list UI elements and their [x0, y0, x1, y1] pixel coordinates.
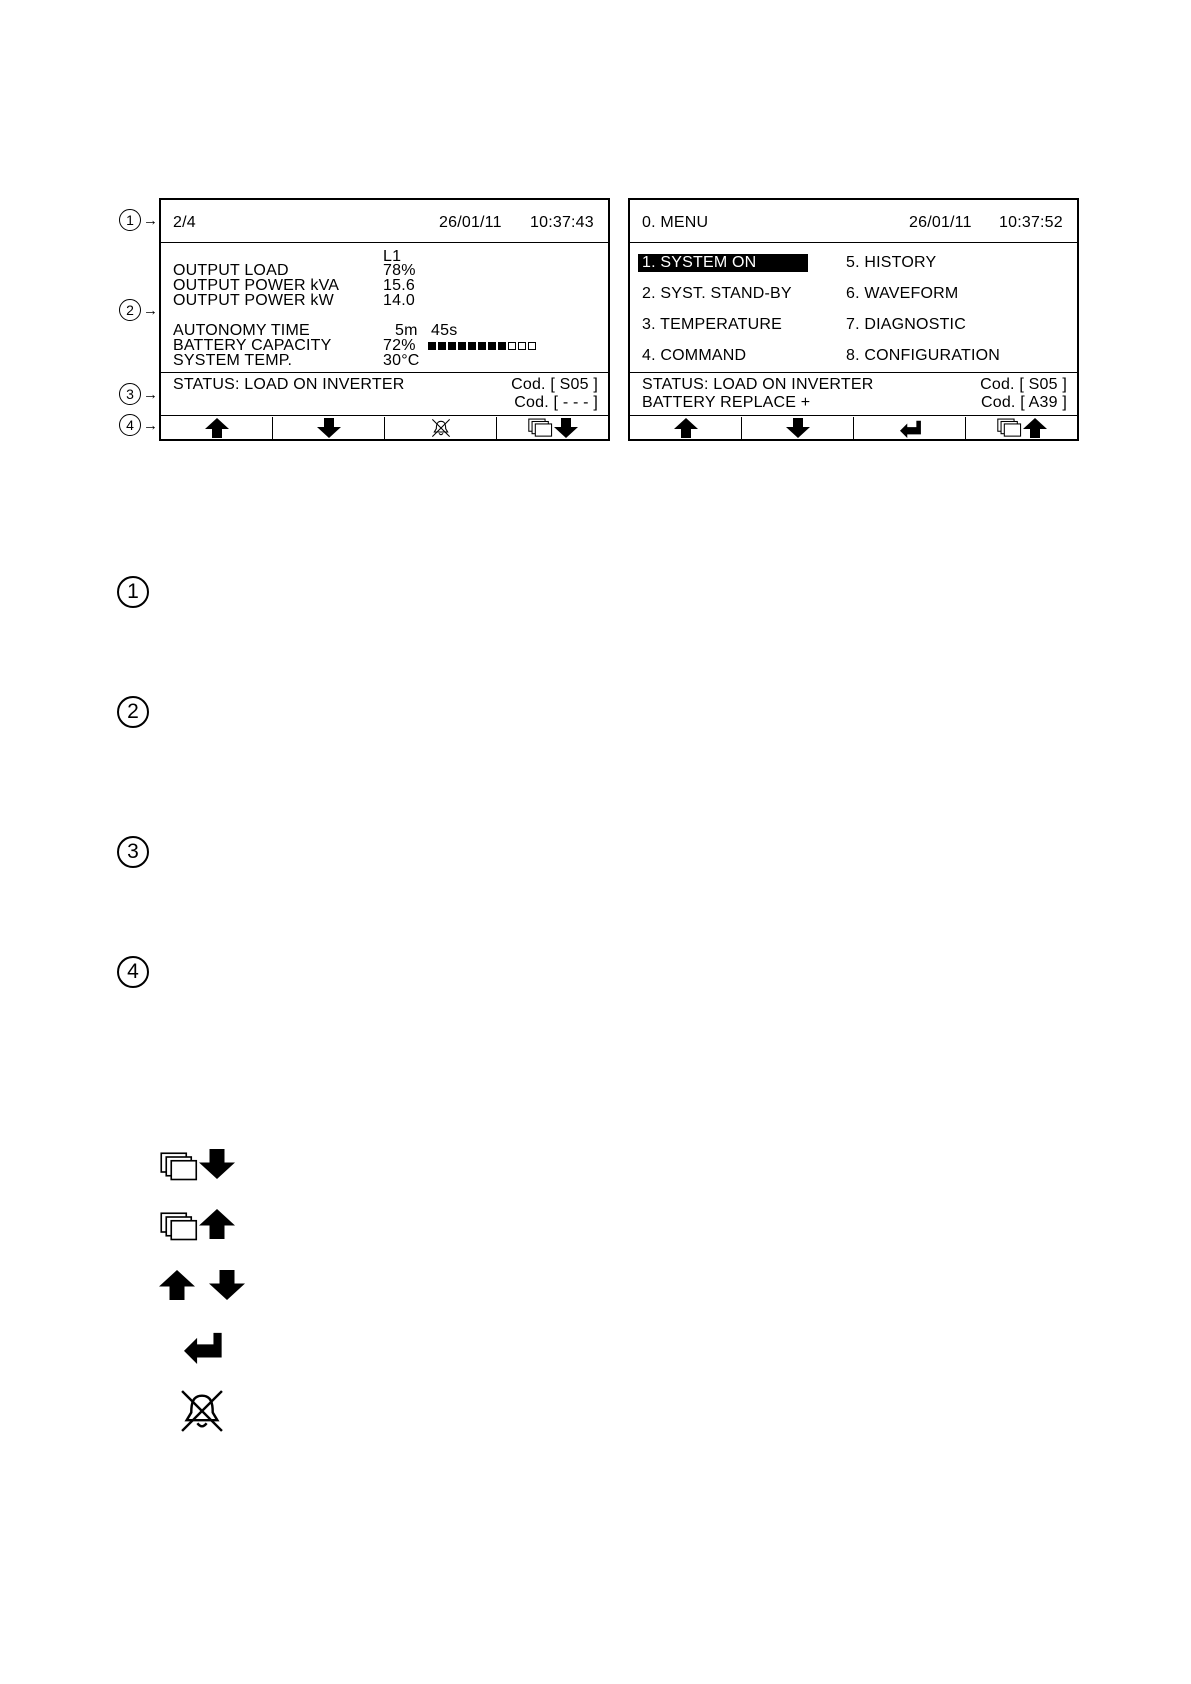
battery-bar-cell [478, 342, 486, 350]
lcd-panel-menu [628, 198, 1079, 441]
menu-title: 0. MENU [642, 214, 709, 231]
section-callout-3: 3 [117, 836, 149, 868]
value-output-kw: 14.0 [383, 292, 415, 309]
section-callout-1: 1 [117, 576, 149, 608]
battery-bar-cell [428, 342, 436, 350]
pages-icon [997, 418, 1023, 438]
callout-arrow-3: → [143, 386, 158, 403]
section-callout-4: 4 [117, 956, 149, 988]
page-indicator: 2/4 [173, 214, 196, 231]
menu-item-diagnostic[interactable]: 7. DIAGNOSTIC [846, 316, 966, 333]
divider [161, 415, 608, 416]
battery-bar-cell [518, 342, 526, 350]
button-enter[interactable] [854, 417, 966, 439]
value-autonomy-min: 5m [395, 322, 418, 339]
enter-icon [177, 1328, 227, 1369]
divider [161, 242, 608, 243]
battery-bar-cell [438, 342, 446, 350]
menu-item-system-on[interactable]: 1. SYSTEM ON [638, 254, 808, 272]
value-system-temp: 30°C [383, 352, 420, 369]
up-down-arrows-icon [159, 1268, 245, 1305]
alarm-mute-icon [179, 1388, 225, 1439]
menu-item-standby[interactable]: 2. SYST. STAND-BY [642, 285, 792, 302]
date-display: 26/01/11 [439, 214, 502, 231]
value-battery-capacity: 72% [383, 337, 416, 354]
battery-bar-cell [528, 342, 536, 350]
alarm-mute-icon [430, 418, 452, 438]
menu-item-configuration[interactable]: 8. CONFIGURATION [846, 347, 1001, 364]
battery-bar-cell [448, 342, 456, 350]
value-autonomy-sec: 45s [431, 322, 458, 339]
previous-page-icon [159, 1208, 237, 1247]
value-output-load: 78% [383, 262, 416, 279]
label-output-load: OUTPUT LOAD [173, 262, 289, 279]
callout-3: 3 [119, 383, 141, 405]
up-arrow-icon [205, 418, 229, 438]
button-down[interactable] [742, 417, 854, 439]
battery-bar-cell [508, 342, 516, 350]
lcd-panel-status [159, 198, 610, 441]
enter-icon [896, 418, 924, 438]
up-arrow-icon [1023, 418, 1047, 438]
column-header: L1 [383, 248, 402, 265]
divider [161, 372, 608, 373]
label-output-kw: OUTPUT POWER kW [173, 292, 334, 309]
status-code-2: Cod. [ A39 ] [980, 394, 1067, 411]
button-next-page[interactable] [497, 417, 608, 439]
time-display: 10:37:52 [999, 214, 1063, 231]
battery-bar-cell [458, 342, 466, 350]
status-code-1: Cod. [ S05 ] [511, 376, 598, 393]
callout-arrow-4: → [143, 417, 158, 434]
button-alarm-mute[interactable] [385, 417, 497, 439]
menu-item-waveform[interactable]: 6. WAVEFORM [846, 285, 959, 302]
time-display: 10:37:43 [530, 214, 594, 231]
label-output-kva: OUTPUT POWER kVA [173, 277, 340, 294]
date-display: 26/01/11 [909, 214, 972, 231]
callout-1: 1 [119, 209, 141, 231]
battery-bar-cell [468, 342, 476, 350]
button-previous-page[interactable] [966, 417, 1077, 439]
next-page-icon [159, 1148, 237, 1187]
down-arrow-icon [786, 418, 810, 438]
callout-arrow-1: → [143, 212, 158, 229]
status-code-2: Cod. [ - - - ] [514, 394, 598, 411]
label-autonomy-time: AUTONOMY TIME [173, 322, 310, 339]
divider [630, 372, 1077, 373]
status-text: STATUS: LOAD ON INVERTER [642, 376, 874, 393]
button-up[interactable] [630, 417, 742, 439]
battery-level-bar [428, 342, 536, 350]
menu-item-command[interactable]: 4. COMMAND [642, 347, 747, 364]
pages-icon [528, 418, 554, 438]
battery-bar-cell [488, 342, 496, 350]
button-up[interactable] [161, 417, 273, 439]
down-arrow-icon [317, 418, 341, 438]
value-output-kva: 15.6 [383, 277, 415, 294]
menu-item-history[interactable]: 5. HISTORY [846, 254, 937, 271]
callout-2: 2 [119, 299, 141, 321]
status-text-2: BATTERY REPLACE + [642, 394, 811, 411]
divider [630, 242, 1077, 243]
menu-item-temperature[interactable]: 3. TEMPERATURE [642, 316, 783, 333]
down-arrow-icon [554, 418, 578, 438]
up-arrow-icon [674, 418, 698, 438]
status-text: STATUS: LOAD ON INVERTER [173, 376, 405, 393]
section-callout-2: 2 [117, 696, 149, 728]
callout-4: 4 [119, 414, 141, 436]
status-code-1: Cod. [ S05 ] [980, 376, 1067, 393]
button-down[interactable] [273, 417, 385, 439]
divider [630, 415, 1077, 416]
callout-arrow-2: → [143, 302, 158, 319]
label-battery-capacity: BATTERY CAPACITY [173, 337, 332, 354]
label-system-temp: SYSTEM TEMP. [173, 352, 293, 369]
battery-bar-cell [498, 342, 506, 350]
